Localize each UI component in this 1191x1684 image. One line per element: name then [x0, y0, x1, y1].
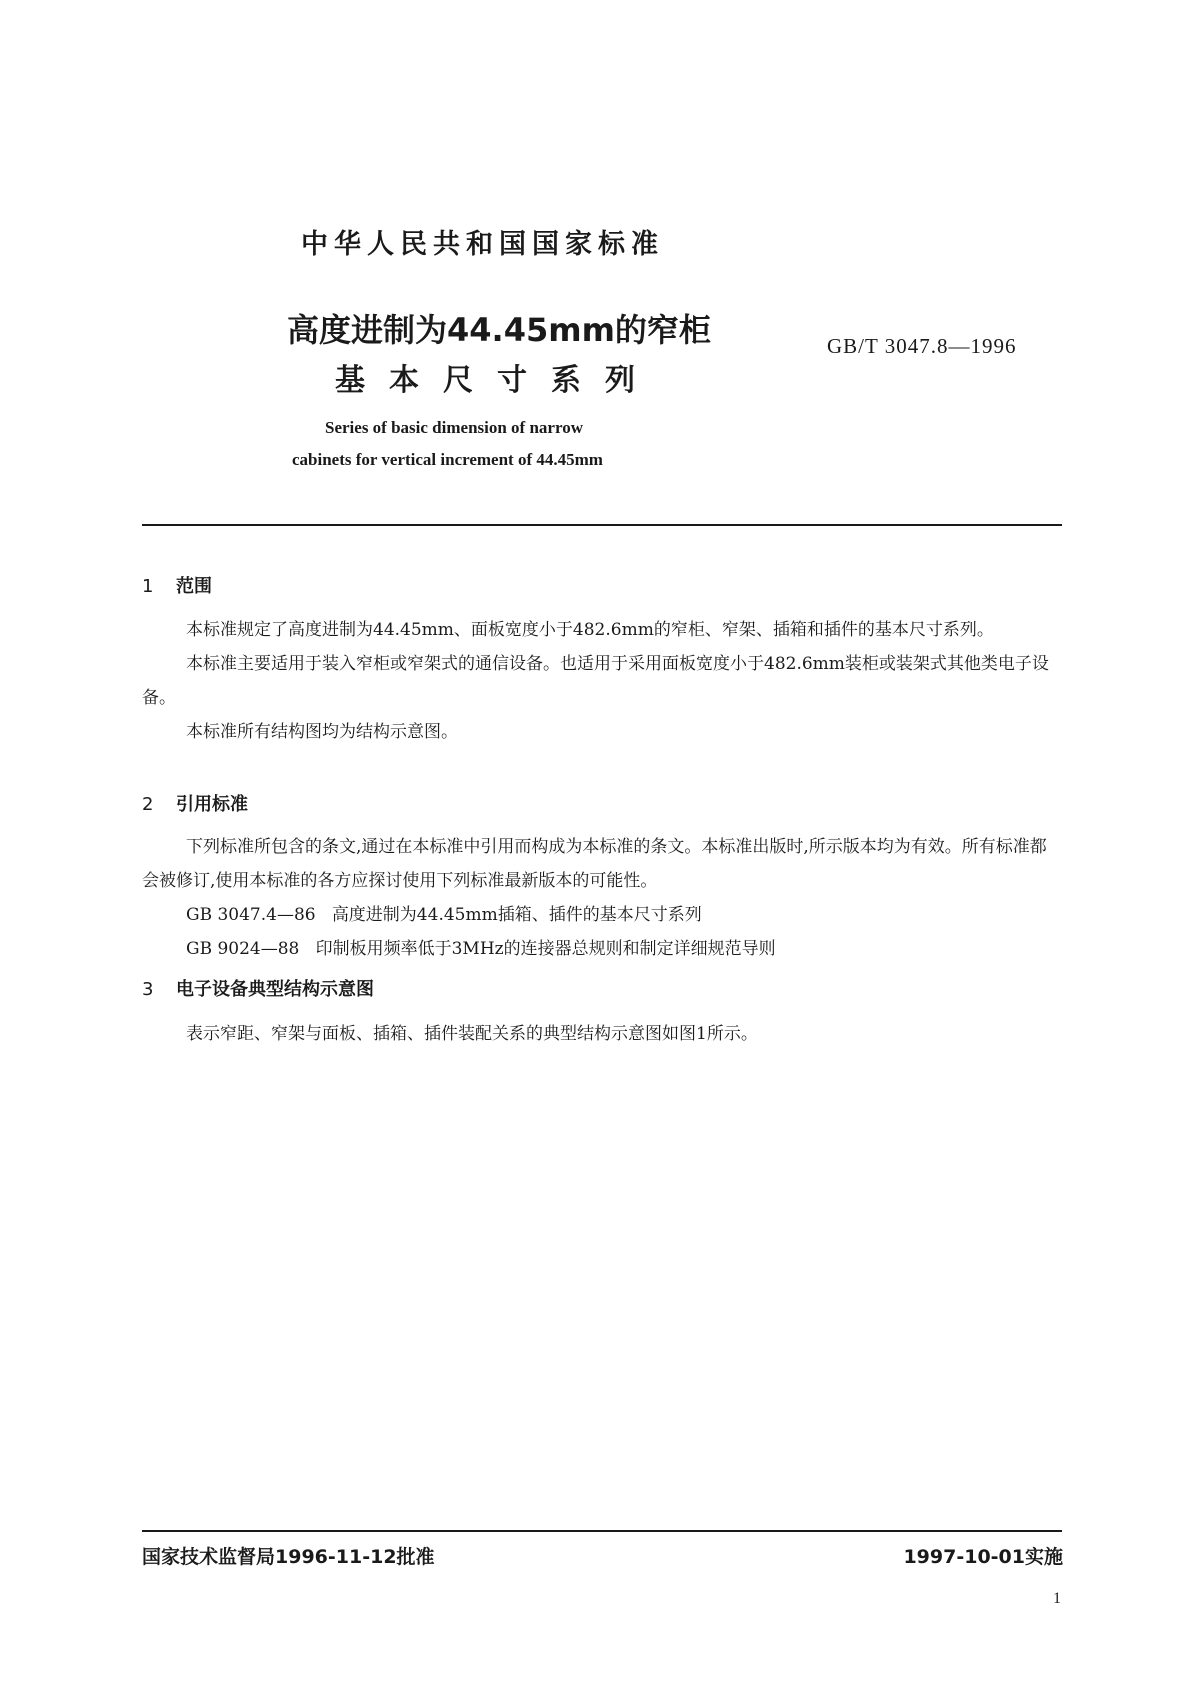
- section-body-typical-structure: [142, 1017, 1062, 1051]
- section-heading-typical-structure: [142, 975, 374, 1001]
- page-number: 1: [1053, 1590, 1061, 1607]
- reference-title: 印制板用频率低于3MHz的连接器总规则和制定详细规范导则: [315, 939, 776, 959]
- standard-number: GB/T 3047.8—1996: [827, 334, 1017, 358]
- document-title-line1: 高度进制为44.45mm的窄柜: [287, 311, 711, 349]
- section-title: 电子设备典型结构示意图: [176, 979, 374, 1000]
- paragraph: 本标准所有结构图均为结构示意图。: [186, 722, 458, 742]
- effective-date: 1997-10-01实施: [903, 1546, 1063, 1568]
- reference-item: [142, 932, 1062, 966]
- approval-statement: 国家技术监督局1996-11-12批准: [142, 1546, 435, 1568]
- english-title-line1: Series of basic dimension of narrow: [325, 418, 583, 437]
- reference-title: 高度进制为44.45mm插箱、插件的基本尺寸系列: [331, 905, 702, 925]
- section-number: 1: [142, 576, 154, 597]
- section-number: 3: [142, 979, 154, 1000]
- section-body-scope: [142, 613, 1062, 749]
- section-title: 范围: [176, 576, 212, 597]
- section-number: 2: [142, 794, 154, 815]
- reference-code: GB 3047.4—86: [186, 905, 316, 925]
- paragraph: 本标准主要适用于装入窄柜或窄架式的通信设备。也适用于采用面板宽度小于482.6mm装柜或装架式其他类电子设备。: [142, 654, 1049, 708]
- english-title-line2: cabinets for vertical increment of 44.45mm: [292, 450, 603, 469]
- paragraph: 表示窄距、窄架与面板、插箱、插件装配关系的典型结构示意图如图1所示。: [186, 1024, 758, 1044]
- section-heading-scope: [142, 572, 212, 598]
- document-title-line2: 基本尺寸系列: [335, 363, 659, 398]
- section-title: 引用标准: [176, 794, 248, 815]
- section-heading-references: [142, 790, 248, 816]
- reference-item: [142, 898, 1062, 932]
- section-body-references: [142, 830, 1062, 966]
- paragraph: 下列标准所包含的条文,通过在本标准中引用而构成为本标准的条文。本标准出版时,所示版本均为有效。所有标准都会被修订,使用本标准的各方应探讨使用下列标准最新版本的可能性。: [142, 837, 1047, 891]
- footer-divider: [142, 1530, 1062, 1532]
- reference-code: GB 9024—88: [186, 939, 300, 959]
- paragraph: 本标准规定了高度进制为44.45mm、面板宽度小于482.6mm的窄柜、窄架、插箱和插件的基本尺寸系列。: [186, 620, 994, 640]
- national-standard-title: 中华人民共和国国家标准: [301, 229, 664, 260]
- header-divider: [142, 524, 1062, 526]
